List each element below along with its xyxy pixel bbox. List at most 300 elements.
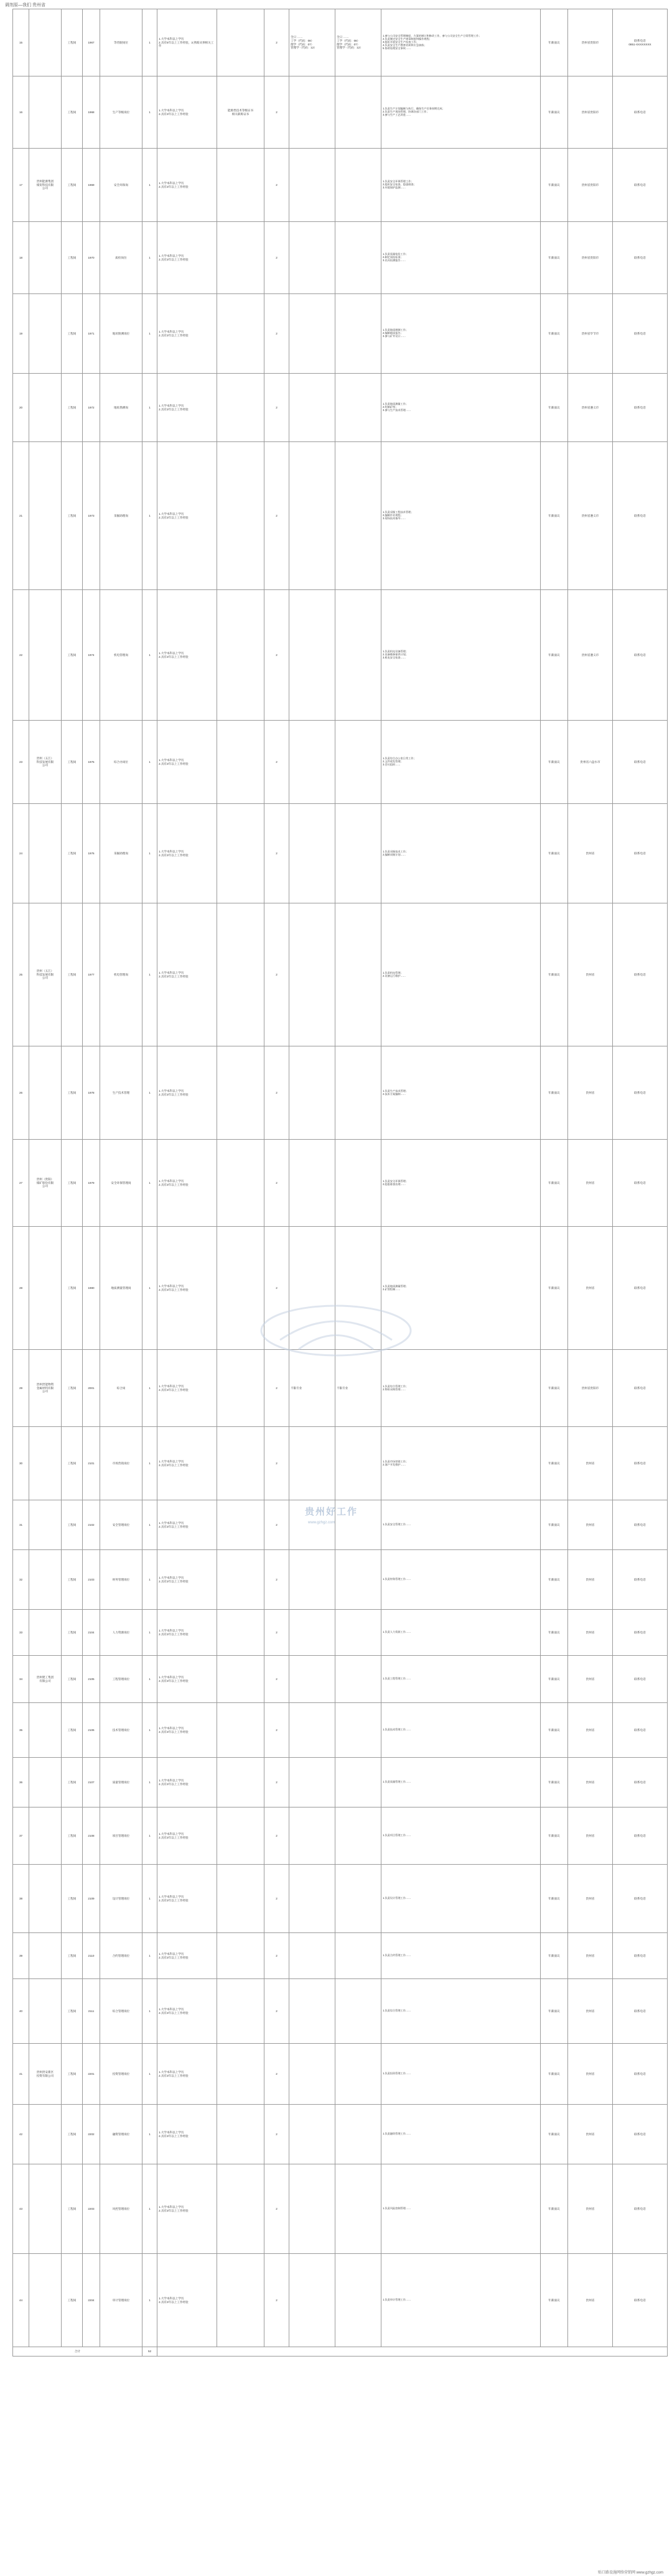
cell-req3: 2 (264, 1140, 289, 1227)
cell-req3: 2 (264, 2044, 289, 2105)
cell-req1: 1.大学本科以上学历 2.具有3年以上工作经验 (157, 903, 217, 1046)
cell-no: 41 (13, 2044, 29, 2105)
cell-duties: 1.负责综合管理工作； 2.物资采购管理…… (381, 1350, 541, 1427)
cell-place: 贵州省 (568, 2254, 613, 2347)
cell-job: 采掘助理岗 (100, 442, 142, 590)
cell-salary: 年薪面议 (541, 442, 568, 590)
cell-edu_b (335, 2254, 381, 2347)
cell-edu_a (289, 903, 335, 1046)
cell-count: 1 (142, 442, 157, 590)
cell-edu_a (289, 76, 335, 149)
cell-no: 17 (13, 149, 29, 222)
table-row (13, 1227, 668, 1350)
cell-type: 工程岗 (62, 1427, 83, 1500)
cell-req1: 1.大学本科以上学历 2.具有3年以上工作经验 (157, 1140, 217, 1227)
cell-no: 31 (13, 1500, 29, 1550)
cell-edu_b (335, 804, 381, 903)
cell-code: 1971 (83, 294, 100, 374)
cell-type: 工程岗 (62, 9, 83, 76)
cell-edu_a (289, 2105, 335, 2164)
cell-req1: 1.大学本科以上学历 2.具有3年以上工作经验 (157, 2105, 217, 2164)
cell-job: 生产技术管理 (100, 1046, 142, 1140)
cell-edu_b: 不限专业 (335, 1350, 381, 1427)
cell-duties: 1.负责综合管理工作…… (381, 1979, 541, 2044)
table-row (13, 222, 668, 294)
cell-edu_a (289, 2254, 335, 2347)
cell-req1: 1.大学本科以上学历 2.具有3年以上工作经验 (157, 590, 217, 721)
cell-salary: 年薪面议 (541, 2254, 568, 2347)
cell-salary: 年薪面议 (541, 590, 568, 721)
cell-code: 2106 (83, 1703, 100, 1758)
table-row (13, 2164, 668, 2254)
cell-duties: 1.负责设计管理工作…… (381, 1865, 541, 1933)
cell-duties: 1.负责合约管理工作…… (381, 1933, 541, 1979)
cell-phone: 联系电话 (613, 721, 668, 804)
cell-count: 1 (142, 1046, 157, 1140)
cell-unit (29, 76, 62, 149)
cell-type: 工程岗 (62, 1758, 83, 1807)
cell-job: 地址勘测岗位 (100, 294, 142, 374)
cell-no: 34 (13, 1656, 29, 1703)
cell-edu_a (289, 374, 335, 442)
cell-req2 (217, 1656, 264, 1703)
cell-req2 (217, 294, 264, 374)
cell-req1: 1.大学本科以上学历 2.具有3年以上工作经验 (157, 2164, 217, 2254)
cell-no: 33 (13, 1610, 29, 1656)
cell-phone: 联系电话 (613, 1500, 668, 1550)
cell-req3: 2 (264, 1979, 289, 2044)
cell-unit: 贵州贵安新区 投资有限公司 (29, 2044, 62, 2105)
cell-duties: 1.负责财务管理工作…… (381, 1550, 541, 1610)
cell-no: 25 (13, 903, 29, 1046)
table-row (13, 1350, 668, 1427)
cell-duties: 1.负责技术管理工作…… (381, 1703, 541, 1758)
cell-place: 贵州省 (568, 1865, 613, 1933)
cell-edu_b (335, 374, 381, 442)
cell-req1: 1.大学本科以上学历 2.具有3年以上工作经验 (157, 76, 217, 149)
cell-phone: 联系电话 (613, 2044, 668, 2105)
cell-job: 生产等级岗位 (100, 76, 142, 149)
cell-req2 (217, 1500, 264, 1550)
table-row (13, 2105, 668, 2164)
cell-code: 2201 (83, 2044, 100, 2105)
cell-job: 技术管理岗位 (100, 1703, 142, 1758)
page-header-text: 调剂原—我们 贵州省 (5, 3, 45, 7)
cell-code: 2103 (83, 1550, 100, 1610)
cell-place: 贵州省毕节市 (568, 294, 613, 374)
cell-count: 1 (142, 804, 157, 903)
cell-count: 1 (142, 1350, 157, 1427)
cell-edu_b (335, 1979, 381, 2044)
cell-duties: 1.负责审计管理工作…… (381, 2254, 541, 2347)
cell-req3: 2 (264, 1550, 289, 1610)
cell-edu_a (289, 2164, 335, 2254)
table-row (13, 294, 668, 374)
cell-phone: 联系电话 (613, 1758, 668, 1807)
cell-salary: 年薪面议 (541, 2164, 568, 2254)
cell-phone: 联系电话 (613, 1933, 668, 1979)
cell-count: 1 (142, 721, 157, 804)
cell-no: 18 (13, 222, 29, 294)
cell-req2 (217, 222, 264, 294)
cell-duties: 1.负责安全环保管理； 2.隐患排查治理…… (381, 1140, 541, 1227)
cell-unit (29, 1703, 62, 1758)
cell-place: 贵州省 (568, 1427, 613, 1500)
table-row (13, 1979, 668, 2044)
cell-count: 1 (142, 1427, 157, 1500)
cell-duties: 1.负责地质测量工作； 2.绘制矿图； 3.参与生产技术管理…… (381, 374, 541, 442)
cell-req1: 1.大学本科以上学历 2.具有3年以上工作经验 (157, 1350, 217, 1427)
cell-unit (29, 374, 62, 442)
cell-edu_b (335, 1610, 381, 1656)
cell-place: 贵州省 (568, 804, 613, 903)
cell-duties: 1.负责生产计划编制与执行，确保生产任务按期完成； 2.负责生产现场管理，协调各部门工作； 3.参与生产工艺改进…… (381, 76, 541, 149)
cell-edu_b (335, 1807, 381, 1865)
cell-phone: 联系电话 (613, 1227, 668, 1350)
cell-type: 工程岗 (62, 1865, 83, 1933)
cell-duties: 1.负责机电设备管理； 2.设备维修保养计划； 3.机电安全检查…… (381, 590, 541, 721)
cell-type: 工程岗 (62, 442, 83, 590)
table-row (13, 804, 668, 903)
cell-salary: 年薪面议 (541, 374, 568, 442)
cell-edu_b (335, 222, 381, 294)
cell-job: 风控管理岗位 (100, 2164, 142, 2254)
cell-salary: 年薪面议 (541, 1350, 568, 1427)
cell-req1: 1.大学本科以上学历 2.具有3年以上工作经验 (157, 1758, 217, 1807)
table-row (13, 721, 668, 804)
cell-req2 (217, 1703, 264, 1758)
cell-job: 项目管理岗位 (100, 1807, 142, 1865)
cell-req1: 1.大学本科以上学历 2.具有3年以上工作经验 (157, 1979, 217, 2044)
cell-req1: 1.大学本科以上学历 2.具有3年以上工作经验 (157, 2254, 217, 2347)
cell-salary: 年薪面议 (541, 1140, 568, 1227)
cell-no: 21 (13, 442, 29, 590)
cell-edu_a (289, 1758, 335, 1807)
cell-code: 1969 (83, 149, 100, 222)
cell-req2 (217, 721, 264, 804)
cell-type: 工程岗 (62, 1610, 83, 1656)
cell-count: 1 (142, 1550, 157, 1610)
cell-edu_a (289, 149, 335, 222)
cell-edu_b (335, 1500, 381, 1550)
cell-job: 融资管理岗位 (100, 2105, 142, 2164)
cell-count: 1 (142, 1227, 157, 1350)
cell-duties: 1.负责机电管理； 2.设备运行维护…… (381, 903, 541, 1046)
cell-duties: 1.负责地质测量管理； 2.矿图绘制…… (381, 1227, 541, 1350)
cell-unit (29, 590, 62, 721)
total-count: 52 (142, 2347, 157, 2357)
cell-req2 (217, 1046, 264, 1140)
cell-unit (29, 9, 62, 76)
cell-count: 1 (142, 76, 157, 149)
cell-place: 贵州省 (568, 2105, 613, 2164)
cell-req1: 1.大学本科以上学历 2.具有5年以上工作经验，3.熟练从事相关工作 (157, 9, 217, 76)
cell-unit (29, 1933, 62, 1979)
cell-req3: 2 (264, 1758, 289, 1807)
cell-unit: 贵州贵能物资 金属材料有限 公司 (29, 1350, 62, 1427)
cell-code: 2102 (83, 1500, 100, 1550)
cell-unit (29, 2164, 62, 2254)
cell-job: 综合管理岗位 (100, 1979, 142, 2044)
cell-req3: 2 (264, 294, 289, 374)
cell-edu_a (289, 1610, 335, 1656)
table-row (13, 903, 668, 1046)
cell-code: 1975 (83, 721, 100, 804)
cell-code: 1973 (83, 442, 100, 590)
cell-count: 1 (142, 1610, 157, 1656)
cell-no: 27 (13, 1140, 29, 1227)
cell-code: 2105 (83, 1656, 100, 1703)
cell-req3: 2 (264, 2254, 289, 2347)
cell-req2 (217, 1807, 264, 1865)
cell-req3: 2 (264, 9, 289, 76)
cell-req1: 1.大学本科以上学历 2.具有3年以上工作经验 (157, 1427, 217, 1500)
cell-req1: 1.大学本科以上学历 2.具有3年以上工作经验 (157, 804, 217, 903)
cell-code: 2202 (83, 2105, 100, 2164)
cell-edu_a (289, 1500, 335, 1550)
cell-type: 工程岗 (62, 721, 83, 804)
cell-count: 1 (142, 9, 157, 76)
cell-req2 (217, 9, 264, 76)
cell-place: 贵州省 (568, 2164, 613, 2254)
cell-req3: 2 (264, 804, 289, 903)
cell-edu_b (335, 1933, 381, 1979)
cell-req3: 2 (264, 590, 289, 721)
cell-place: 贵州省 (568, 1933, 613, 1979)
cell-salary: 年薪面议 (541, 1807, 568, 1865)
cell-edu_a (289, 1227, 335, 1350)
cell-edu_a (289, 1807, 335, 1865)
cell-place: 贵州省 (568, 1979, 613, 2044)
cell-edu_b: 全日 …… 工学（代码：08） 理学（代码：07） 管理学（代码：12） (335, 9, 381, 76)
cell-phone: 联系电话 (613, 1979, 668, 2044)
cell-salary: 年薪面议 (541, 1865, 568, 1933)
cell-edu_a (289, 1865, 335, 1933)
cell-edu_b (335, 1427, 381, 1500)
cell-req3: 2 (264, 2105, 289, 2164)
cell-req1: 1.大学本科以上学历 2.具有3年以上工作经验 (157, 222, 217, 294)
cell-place: 贵州省贵阳市 (568, 1350, 613, 1427)
cell-duties: 1.负责安全环保管理工作； 2.组织安全检查、隐患排查； 3.环境保护监测…… (381, 149, 541, 222)
cell-count: 1 (142, 1979, 157, 2044)
cell-job: 机电管理岗 (100, 903, 142, 1046)
cell-no: 26 (13, 1046, 29, 1140)
cell-type: 工程岗 (62, 1933, 83, 1979)
cell-edu_b (335, 1140, 381, 1227)
page-footer (0, 2569, 672, 2575)
cell-edu_a (289, 1046, 335, 1140)
cell-job: 审计管理岗位 (100, 2254, 142, 2347)
cell-no: 36 (13, 1758, 29, 1807)
cell-type: 工程岗 (62, 1550, 83, 1610)
cell-type: 工程岗 (62, 1500, 83, 1550)
cell-job: 市场营销岗位 (100, 1427, 142, 1500)
cell-duties: 1.负责投资管理工作…… (381, 2044, 541, 2105)
cell-req3: 2 (264, 1865, 289, 1933)
cell-count: 1 (142, 149, 157, 222)
cell-no: 20 (13, 374, 29, 442)
cell-unit (29, 294, 62, 374)
cell-req3: 2 (264, 222, 289, 294)
cell-salary: 年薪面议 (541, 2105, 568, 2164)
table-row (13, 1656, 668, 1703)
cell-edu_a (289, 1979, 335, 2044)
cell-unit (29, 1865, 62, 1933)
cell-req3: 2 (264, 1933, 289, 1979)
cell-unit (29, 1427, 62, 1500)
cell-salary: 年薪面议 (541, 1656, 568, 1703)
cell-phone: 联系电话 (613, 149, 668, 222)
cell-type: 工程岗 (62, 1350, 83, 1427)
footer-text: 贴口路设施网络营销网 www.gzhgz.com (597, 2571, 663, 2575)
cell-edu_b (335, 2164, 381, 2254)
cell-req3: 2 (264, 2164, 289, 2254)
cell-edu_b (335, 1656, 381, 1703)
cell-unit: 贵州建工集团 有限公司 (29, 1656, 62, 1703)
cell-job: 采掘助理岗 (100, 804, 142, 903)
cell-edu_a (289, 1656, 335, 1703)
cell-job: 质检岗位 (100, 222, 142, 294)
cell-salary: 年薪面议 (541, 222, 568, 294)
cell-edu_a (289, 1550, 335, 1610)
table-row (13, 1703, 668, 1758)
cell-edu_b (335, 1703, 381, 1758)
cell-salary: 年薪面议 (541, 1046, 568, 1140)
table-row (13, 1865, 668, 1933)
cell-code: 2108 (83, 1807, 100, 1865)
cell-req2 (217, 374, 264, 442)
cell-req2 (217, 149, 264, 222)
cell-phone: 联系电话 (613, 294, 668, 374)
cell-edu_b (335, 903, 381, 1046)
cell-type: 工程岗 (62, 590, 83, 721)
cell-count: 1 (142, 1500, 157, 1550)
cell-no: 15 (13, 9, 29, 76)
cell-req3: 2 (264, 374, 289, 442)
cell-edu_b (335, 721, 381, 804)
cell-duties: 1.负责项目管理工作…… (381, 1807, 541, 1865)
cell-edu_a (289, 1703, 335, 1758)
cell-no: 23 (13, 721, 29, 804)
cell-type: 工程岗 (62, 222, 83, 294)
cell-type: 工程岗 (62, 374, 83, 442)
cell-edu_a (289, 804, 335, 903)
cell-req2 (217, 1758, 264, 1807)
cell-req2 (217, 1140, 264, 1227)
cell-req3: 2 (264, 76, 289, 149)
cell-code: 1968 (83, 76, 100, 149)
cell-unit (29, 1500, 62, 1550)
cell-edu_b (335, 1227, 381, 1350)
cell-count: 1 (142, 1140, 157, 1227)
cell-req1: 1.大学本科以上学历 2.具有3年以上工作经验 (157, 1227, 217, 1350)
cell-code: 1980 (83, 1227, 100, 1350)
cell-unit (29, 2105, 62, 2164)
cell-salary: 年薪面议 (541, 721, 568, 804)
cell-phone: 联系电话 (613, 1046, 668, 1140)
cell-job: 财务管理岗位 (100, 1550, 142, 1610)
cell-req2 (217, 804, 264, 903)
cell-edu_b (335, 1758, 381, 1807)
cell-type: 工程岗 (62, 2164, 83, 2254)
table-row (13, 374, 668, 442)
cell-phone: 联系电话 (613, 1656, 668, 1703)
cell-place: 贵州省 (568, 2044, 613, 2105)
cell-salary: 年薪面议 (541, 1427, 568, 1500)
cell-job: 设计管理岗位 (100, 1865, 142, 1933)
cell-duties: 1.负责综合办公室日常工作； 2.文件收发管理； 3.会议组织…… (381, 721, 541, 804)
cell-duties: 1.负责风险控制管理…… (381, 2164, 541, 2254)
cell-count: 1 (142, 374, 157, 442)
cell-place: 贵州省 (568, 1500, 613, 1550)
cell-salary: 年薪面议 (541, 1550, 568, 1610)
cell-edu_a (289, 721, 335, 804)
cell-req2 (217, 2105, 264, 2164)
cell-unit (29, 804, 62, 903)
cell-phone: 联系电话 (613, 1550, 668, 1610)
cell-phone: 联系电话 (613, 804, 668, 903)
cell-req3: 2 (264, 1046, 289, 1140)
cell-req2 (217, 1427, 264, 1500)
cell-phone: 联系电话 (613, 1865, 668, 1933)
cell-place: 贵州省 (568, 1656, 613, 1703)
cell-duties: 1.负责融资管理工作…… (381, 2105, 541, 2164)
watermark-domain: www.gzhgz.com (308, 1521, 335, 1525)
cell-place: 贵州省 (568, 1758, 613, 1807)
cell-code: 1978 (83, 1046, 100, 1140)
cell-edu_b (335, 590, 381, 721)
cell-phone: 联系电话 (613, 903, 668, 1046)
cell-unit (29, 1758, 62, 1807)
cell-req1: 1.大学本科以上学历 2.具有3年以上工作经验 (157, 294, 217, 374)
cell-code: 1967 (83, 9, 100, 76)
cell-place: 贵州省 (568, 1703, 613, 1758)
cell-req2 (217, 590, 264, 721)
cell-phone: 联系电话 (613, 1427, 668, 1500)
cell-req3: 2 (264, 721, 289, 804)
cell-req3: 2 (264, 1427, 289, 1500)
cell-phone: 联系电话 (613, 2164, 668, 2254)
cell-no: 29 (13, 1350, 29, 1427)
cell-req1: 1.大学本科以上学历 2.具有3年以上工作经验 (157, 1703, 217, 1758)
cell-unit (29, 1046, 62, 1140)
cell-count: 1 (142, 1703, 157, 1758)
cell-place: 贵州省贵阳市 (568, 149, 613, 222)
cell-code: 2107 (83, 1758, 100, 1807)
cell-count: 1 (142, 1758, 157, 1807)
cell-type: 工程岗 (62, 1656, 83, 1703)
cell-job: 安全环保管理岗 (100, 1140, 142, 1227)
cell-job: 质量管理岗位 (100, 1758, 142, 1807)
cell-edu_a: 全日 …… 工学（代码：08） 理学（代码：07） 管理学（代码：12） (289, 9, 335, 76)
cell-type: 工程岗 (62, 76, 83, 149)
table-row (13, 2044, 668, 2105)
cell-edu_b (335, 2105, 381, 2164)
cell-code: 1970 (83, 222, 100, 294)
cell-edu_b (335, 76, 381, 149)
cell-no: 32 (13, 1550, 29, 1610)
total-label: 合计 (13, 2347, 142, 2357)
cell-count: 1 (142, 222, 157, 294)
cell-req2 (217, 2164, 264, 2254)
cell-req2 (217, 2254, 264, 2347)
job-table (12, 9, 668, 2357)
cell-code: 2204 (83, 2254, 100, 2347)
table-row (13, 1610, 668, 1656)
cell-req2 (217, 2044, 264, 2105)
cell-count: 1 (142, 2254, 157, 2347)
cell-phone: 联系电话 (613, 374, 668, 442)
